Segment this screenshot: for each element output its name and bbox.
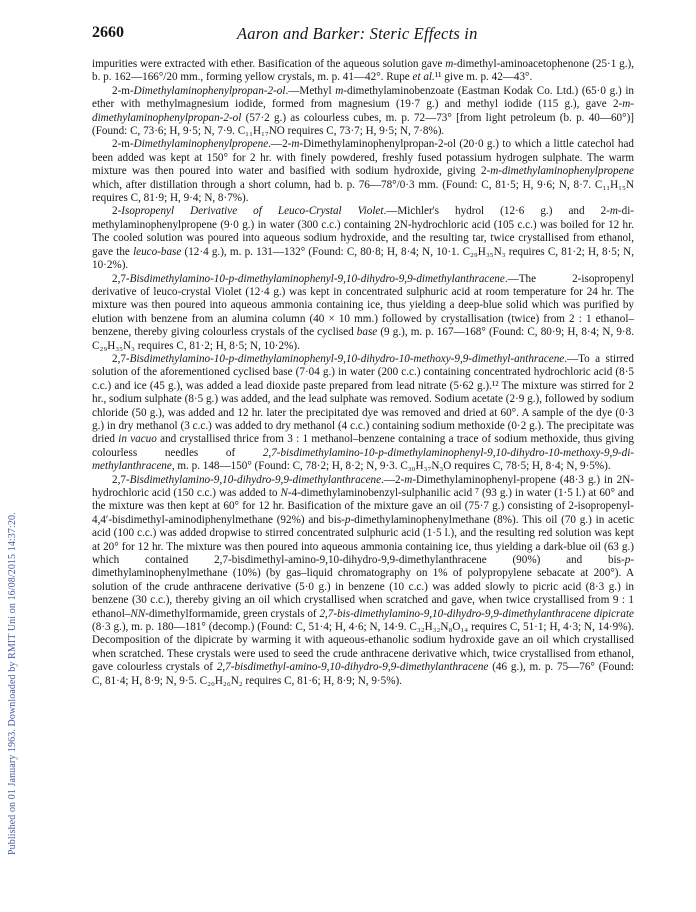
italic-run: leuco-base: [133, 245, 182, 258]
italic-run: 2,7-bisdimethyl-amino-9,10-dihydro-9,9-dimethylanthracene: [216, 661, 489, 674]
running-title: Aaron and Barker: Steric Effects in: [237, 24, 478, 43]
paragraph-extraction: [92, 58, 634, 85]
italic-run: m: [445, 58, 454, 70]
text-run: -dimethylaminobenzoate (Eastman Kodak Co. Ltd.) (65·0 g.) in ether with methylmagnesium iodide, formed from magnesium (19·7 g.) and methyl iodide (115 g.), gave 2-: [92, 84, 634, 111]
text-run: 2,7-: [112, 473, 130, 486]
download-watermark: Published on 01 January 1963. Downloaded by RMIT Uni on 16/08/2015 14:37:20.: [7, 512, 18, 855]
text-run: -4-dimethylaminobenzyl-sulphanilic acid ⁷ (93 g.) in water (1·5 l.) at 60° and the mixture was then kept at 60° for 12 hr. Basification of the mixture gave an oil (75·7 g.) consisting of 2-isopropenyl-4,4′-bisdimethyl-aminodiphenylmethane (92%) and bis-: [92, 487, 634, 526]
italic-run: et al.: [412, 71, 435, 84]
paragraph-propene: [92, 138, 634, 205]
italic-run: 2,7-bis-dimethylamino-9,10-dihydro-9,9-dimethylanthracene dipicrate: [319, 607, 634, 620]
italic-run: base: [356, 326, 378, 339]
text-run: and crystallised thrice from 3 : 1 methanol–benzene containing a trace of sodium methoxide, thus giving colourless needles of: [92, 433, 634, 459]
italic-run: Isopropenyl Derivative of Leuco-Crystal Violet: [121, 205, 384, 218]
paragraph-dihydroanthracene: [92, 474, 634, 689]
text-run: 2-m-: [112, 84, 134, 97]
text-run: (8·3 g.), m. p. 180—181° (decomp.) (Found: C, 51·4; H, 4·6; N, 14·9. C₃₂H₃₂N₈O₁₄ requires C, 51·1; H, 4·3; N, 14·9%). Decomposition of the dipicrate by warming it with aqueous-ethanolic sodium hydroxide gave an oil which crystallised when scratched. These crystals were used to seed the crude anthracene derivative which, twice crystallised from ethanol, gave colourless crystals of: [92, 621, 634, 674]
text-run: .—Methyl: [285, 84, 336, 97]
italic-run: m: [291, 138, 300, 151]
text-run: -Dimethylaminophenyl-propene (48·3 g.) in 2N-hydrochloric acid (150 c.c.) was added to: [92, 473, 634, 499]
page-header: [92, 24, 632, 48]
text-run: -dimethylaminophenylmethane (8%). This oil (70 g.) in acetic acid (100 c.c.) was added dropwise to stirred concentrated sulphuric acid (1·5 l.), and the resulting red solution was kept at 20° for 12 hr. The mixture was then poured into aqueous ammonia containing ice, thus yielding a dark-blue oil (63 g.) which contained 2,7-bisdimethyl-amino-9,10-dihydro-9,9-dimethylanthracene (90%) and bis-: [92, 513, 634, 567]
italic-run: m-dimethylaminophenylpropan-2-ol: [92, 98, 634, 124]
text-run: -di-methylaminophenylpropene (9·0 g.) in water (300 c.c.) containing 2N-hydrochloric acid (105 c.c.) was boiled for 12 hr. The cooled solution was poured into aqueous sodium hydroxide, and the resulting tar, twice crystallised from ethanol, gave the: [92, 205, 635, 258]
italic-run: p: [344, 513, 351, 526]
italic-run: m: [609, 205, 618, 218]
italic-run: Dimethylaminophenylpropan-2-ol: [133, 84, 286, 97]
text-run: , m. p. 148—150° (Found: C, 78·2; H, 8·2; N, 9·3. C₃₀H₃₇N₃O requires C, 78·5; H, 8·4; N, 9·5%).: [171, 460, 611, 473]
text-run: (12·4 g.), m. p. 131—132° (Found: C, 80·8; H, 8·4; N, 10·1. C₂₉H₃₅N₃ requires C, 81·2; H, 8·5; N, 10·2%).: [92, 245, 634, 272]
text-run: -dimethylaminophenylmethane (10%) (by gas–liquid chromatography on 1% of polypropylene sebacate at 200°). A solution of the crude anthracene derivative (5·0 g.) in benzene (10 c.c.) was added slowly to picric acid (8·3 g.) in benzene (30 c.c.), thereby giving an oil which crystallised when scratched and gave, when twice crystallised from 9 : 1 ethanol–: [92, 554, 634, 620]
italic-run: m: [404, 473, 413, 486]
text-run: .—2-: [381, 473, 405, 486]
text-run: .—2-: [268, 138, 292, 151]
italic-run: Bisdimethylamino-10-p-dimethylaminophenyl-9,10-dihydro-9,9-dimethylanthracene: [129, 272, 505, 285]
text-run: -dimethylformamide, green crystals of: [145, 607, 320, 620]
article-body: [92, 58, 634, 688]
paragraph-cyclised-base: [92, 273, 634, 353]
text-run: -Dimethylaminophenylpropan-2-ol (20·0 g.) to which a little catechol had been added was kept at 150° for 2 hr. with finely powdered, freshly fused potassium hydrogen sulphate. The warm mixture was then poured into water and basified with sodium hydroxide, giving 2-: [92, 138, 634, 178]
italic-run: NN: [130, 607, 146, 620]
italic-run: Bisdimethylamino-10-p-dimethylaminophenyl-9,10-dihydro-10-methoxy-9,9-dimethyl-anthracene: [129, 352, 565, 365]
text-run: which, after distillation through a short column, had b. p. 76—78°/0·3 mm. (Found: C, 81·5; H, 9·6; N, 8·7. C₁₁H₁₅N requires C, 81·9; H, 9·4; N, 8·7%).: [92, 178, 634, 205]
italic-run: in vacuo: [118, 433, 157, 446]
text-run: (57·2 g.) as colourless cubes, m. p. 72—73° [from light petroleum (b. p. 40—60°)] (Found: C, 73·6; H, 9·5; N, 7·9. C₁₁H₁₇NO requires C, 73·7; H, 9·5; N, 7·8%).: [92, 111, 634, 138]
text-run: 2-: [112, 205, 122, 218]
text-run: 2,7-: [112, 272, 130, 285]
paragraph-methoxy-compound: [92, 353, 634, 474]
text-run: 2-m-: [112, 138, 134, 151]
italic-run: Dimethylaminophenylpropene: [133, 138, 269, 151]
page-number: 2660: [92, 24, 124, 41]
paragraph-propanol: [92, 85, 634, 139]
text-run: ¹¹ give m. p. 42—43°.: [434, 71, 533, 84]
text-run: 2,7-: [112, 352, 130, 365]
italic-run: N: [280, 487, 288, 499]
italic-run: 2,7-bisdimethylamino-10-p-dimethylaminophenyl-9,10-dihydro-10-methoxy-9,9-di-methylanthracene: [92, 446, 634, 473]
text-run: (46 g.), m. p. 75—76° (Found: C, 81·4; H, 8·9; N, 9·5. C₂₀H₂₆N₂ requires C, 81·6; H, 8·9; N, 9·5%).: [92, 661, 634, 687]
text-run: impurities were extracted with ether. Basification of the aqueous solution gave: [92, 58, 446, 70]
italic-run: Bisdimethylamino-9,10-dihydro-9,9-dimethylanthracene: [129, 473, 382, 486]
italic-run: p: [624, 554, 631, 567]
text-run: .—The 2-isopropenyl derivative of leuco-crystal Violet (12·4 g.) was kept in concentrated sulphuric acid at room temperature for 24 hr. The mixture was then poured into aqueous ammonia containing ice, thus yielding a deep-blue solid which was purified by elution with benzene from an alumina column (40 × 10 mm.) followed by crystallisation (twice) from 2 : 1 ethanol–benzene, thereby giving colourless crystals of the cyclised: [92, 272, 634, 339]
text-run: .—Michler's hydrol (12·6 g.) and 2-: [383, 205, 610, 218]
italic-run: m: [335, 84, 344, 97]
text-run: .—To a stirred solution of the aforementioned cyclised base (7·04 g.) in water (200 c.c.) containing concentrated hydrochloric acid (8·5 c.c.) and ice (45 g.), was added a lead dioxide paste prepared from lead nitrate (5·62 g.).¹² The mixture was stirred for 2 hr., sodium sulphate (8·5 g.) was added, and the lead sulphate was removed. Sodium acetate (2·9 g.), followed by sodium chloride (50 g.), was added and 12 hr. later the precipitated dye was removed and dried at 60°. A sample of the dye (0·3 g.) in dry methanol (3 c.c.) was added to dry methanol (4 c.c.) containing sodium methoxide (0·2 g.). The precipitate was dried: [92, 352, 634, 446]
paragraph-isopropenyl-derivative: [92, 205, 634, 272]
text-run: -dimethyl-aminoacetophenone (25·1 g.), b. p. 162—166°/20 mm., forming yellow crystals, m. p. 41—42°. Rupe: [92, 58, 634, 84]
text-run: (9 g.), m. p. 167—168° (Found: C, 80·9; H, 8·4; N, 9·8. C₂₉H₃₅N₃ requires C, 81·2; H, 8·5; N, 10·2%).: [92, 326, 634, 352]
italic-run: m-dimethylaminophenylpropene: [490, 165, 634, 178]
